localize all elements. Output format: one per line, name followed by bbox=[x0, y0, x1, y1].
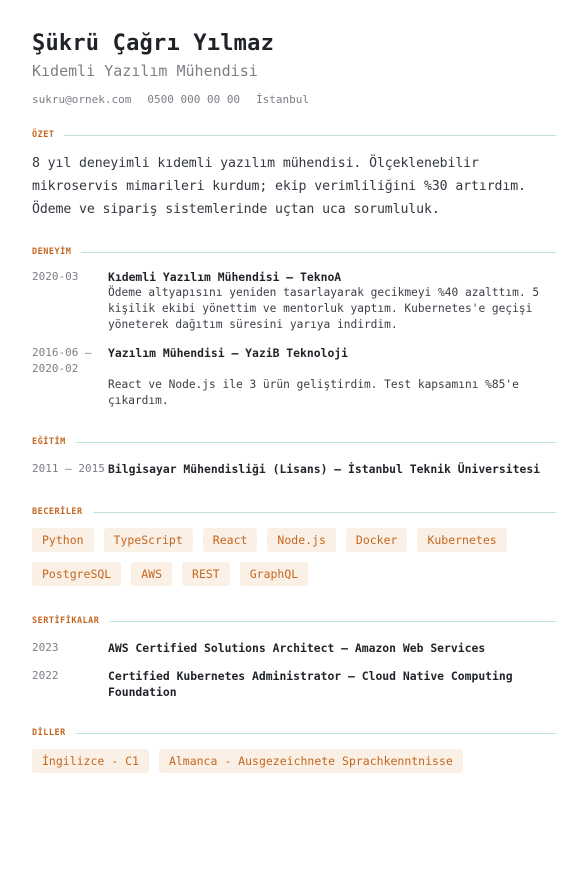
education-entry bbox=[32, 461, 556, 477]
language-chip: Almanca - Ausgezeichnete Sprachkenntnisse bbox=[159, 749, 463, 773]
section-divider bbox=[109, 621, 556, 622]
languages-list bbox=[32, 749, 556, 773]
entry-date: 2023 bbox=[32, 641, 59, 654]
contact-city: İstanbul bbox=[256, 93, 310, 106]
skills-section-header bbox=[32, 507, 556, 517]
skill-chip: Docker bbox=[346, 528, 408, 552]
languages-section-header bbox=[32, 728, 556, 738]
education-section-header bbox=[32, 437, 556, 447]
entry-date: 2016-06 – 2020-02 bbox=[32, 346, 92, 375]
section-divider bbox=[93, 512, 556, 513]
contact-info bbox=[32, 92, 556, 108]
contact-email: sukru@ornek.com bbox=[32, 93, 132, 106]
certification-entry bbox=[32, 668, 556, 700]
entry-title: Yazılım Mühendisi — YaziB Teknoloji bbox=[108, 346, 349, 360]
skill-chip: AWS bbox=[131, 562, 172, 586]
skills-list bbox=[32, 528, 556, 586]
person-name: Şükrü Çağrı Yılmaz bbox=[32, 31, 275, 56]
section-divider bbox=[76, 733, 556, 734]
section-divider bbox=[81, 252, 556, 253]
entry-date: 2020-03 bbox=[32, 270, 79, 283]
entry-description: React ve Node.js ile 3 ürün geliştirdim. Test kapsamını %85'e çıkardım. bbox=[108, 378, 519, 407]
skill-chip: REST bbox=[182, 562, 230, 586]
resume-header bbox=[32, 30, 556, 108]
entry-date: 2011 – 2015 bbox=[32, 462, 105, 475]
skill-chip: Python bbox=[32, 528, 94, 552]
contact-phone: 0500 000 00 00 bbox=[147, 93, 241, 106]
section-title-certifications: SERTİFİKALAR bbox=[32, 616, 100, 626]
language-chip: İngilizce - C1 bbox=[32, 749, 149, 773]
skill-chip: Kubernetes bbox=[417, 528, 506, 552]
skill-chip: PostgreSQL bbox=[32, 562, 121, 586]
section-title-education: EĞİTİM bbox=[32, 437, 66, 447]
entry-date: 2022 bbox=[32, 669, 59, 682]
section-title-summary: ÖZET bbox=[32, 130, 55, 140]
certification-entry bbox=[32, 640, 556, 656]
certifications-section-header bbox=[32, 616, 556, 626]
summary-section-header bbox=[32, 130, 556, 140]
entry-title: Certified Kubernetes Administrator — Cloud Native Computing Foundation bbox=[108, 669, 513, 699]
experience-entry bbox=[32, 269, 556, 333]
section-divider bbox=[76, 442, 556, 443]
experience-entry bbox=[32, 345, 556, 409]
section-divider bbox=[64, 135, 556, 136]
skill-chip: GraphQL bbox=[240, 562, 308, 586]
skill-chip: Node.js bbox=[267, 528, 335, 552]
summary-text: 8 yıl deneyimli kıdemli yazılım mühendisi. Ölçeklenebilir mikroservis mimarileri kurdum; ekip verimliliğini %30 artırdım. Ödeme ve sipariş sistemlerinde uçtan uca sorumluluk. bbox=[32, 156, 526, 217]
section-title-experience: DENEYİM bbox=[32, 247, 72, 257]
skill-chip: React bbox=[203, 528, 258, 552]
entry-title: Kıdemli Yazılım Mühendisi — TeknoA bbox=[108, 270, 342, 284]
entry-title: Bilgisayar Mühendisliği (Lisans) — İstanbul Teknik Üniversitesi bbox=[108, 462, 541, 476]
entry-description: Ödeme altyapısını yeniden tasarlayarak gecikmeyi %40 azalttım. 5 kişilik ekibi yönettim ve mentorluk yaptım. Kubernetes'e geçişi yöneterek dağıtım süresini yarıya indirdim. bbox=[108, 286, 540, 331]
person-role: Kıdemli Yazılım Mühendisi bbox=[32, 62, 258, 80]
skill-chip: TypeScript bbox=[104, 528, 193, 552]
section-title-languages: DİLLER bbox=[32, 728, 66, 738]
section-title-skills: BECERİLER bbox=[32, 507, 83, 517]
experience-section-header bbox=[32, 247, 556, 257]
entry-title: AWS Certified Solutions Architect — Amazon Web Services bbox=[108, 641, 486, 655]
